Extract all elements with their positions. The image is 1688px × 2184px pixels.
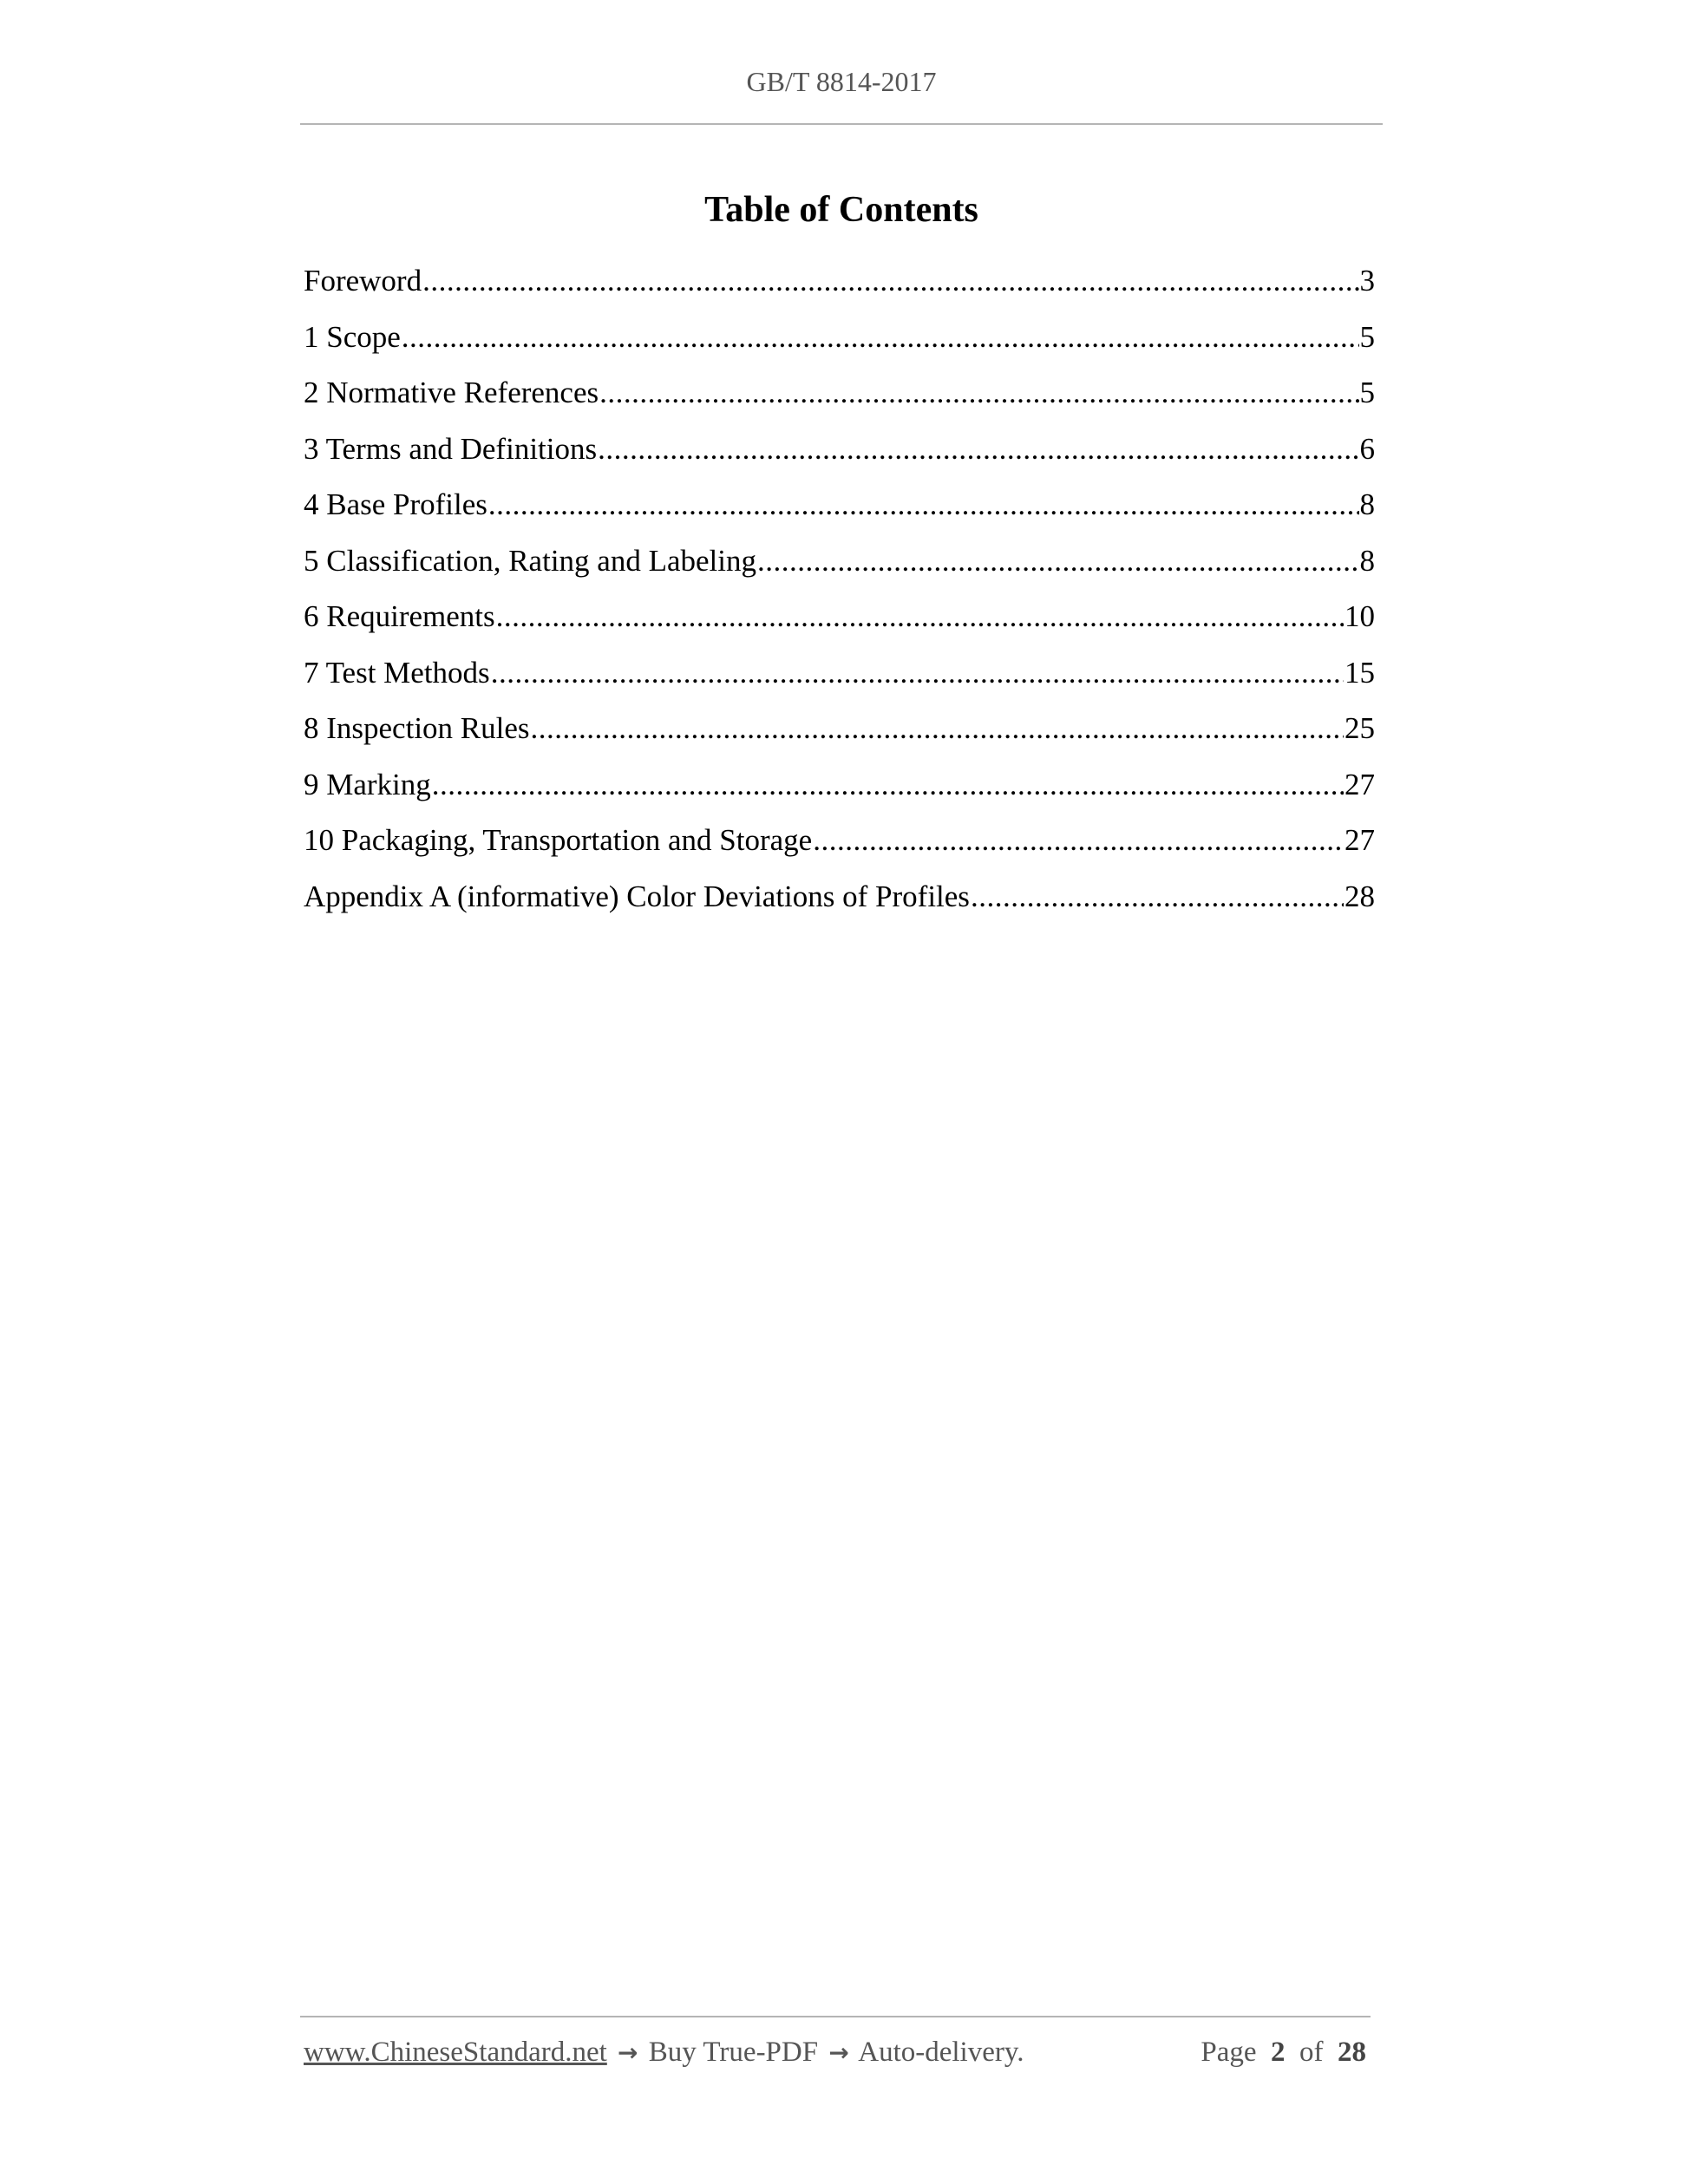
- footer-promo: [304, 2037, 1024, 2069]
- toc-entry-terms-definitions[interactable]: [304, 432, 1375, 488]
- toc-entry-label: Foreword: [304, 264, 422, 298]
- toc-entry-inspection-rules[interactable]: [304, 711, 1375, 768]
- toc-entry-page: 28: [1345, 879, 1375, 913]
- toc-list: [304, 264, 1375, 935]
- toc-entry-page: 6: [1359, 431, 1375, 466]
- toc-entry-label: 2 Normative References: [304, 376, 599, 409]
- arrow-right-icon: →: [618, 2038, 638, 2067]
- dot-leader: [599, 376, 1358, 410]
- dot-leader: [971, 879, 1344, 914]
- toc-entry-page: 15: [1345, 655, 1375, 690]
- toc-entry-page: 27: [1345, 767, 1375, 801]
- toc-entry-packaging[interactable]: [304, 823, 1375, 879]
- toc-entry-label: 5 Classification, Rating and Labeling: [304, 543, 756, 578]
- toc-entry-foreword[interactable]: [304, 264, 1375, 320]
- delivery-text: Auto-delivery.: [858, 2037, 1024, 2068]
- toc-entry-page: 8: [1359, 487, 1375, 521]
- total-pages: 28: [1338, 2037, 1366, 2068]
- toc-entry-page: 10: [1345, 599, 1375, 633]
- toc-entry-page: 5: [1359, 376, 1375, 409]
- footer-divider: [300, 2016, 1371, 2017]
- toc-entry-base-profiles[interactable]: [304, 487, 1375, 544]
- current-page: 2: [1271, 2037, 1286, 2068]
- toc-entry-appendix-a[interactable]: [304, 879, 1375, 936]
- toc-title: Table of Contents: [704, 190, 978, 230]
- page-of: of: [1299, 2037, 1324, 2068]
- toc-entry-page: 27: [1345, 823, 1375, 857]
- page-prefix: Page: [1201, 2037, 1257, 2068]
- dot-leader: [598, 432, 1358, 467]
- dot-leader: [813, 823, 1344, 858]
- dot-leader: [402, 320, 1359, 355]
- site-link[interactable]: www.ChineseStandard.net: [304, 2037, 607, 2068]
- toc-entry-classification[interactable]: [304, 544, 1375, 600]
- toc-entry-label: 9 Marking: [304, 767, 431, 801]
- dot-leader: [757, 544, 1359, 579]
- toc-entry-label: Appendix A (informative) Color Deviations of Profiles: [304, 879, 970, 913]
- dot-leader: [432, 768, 1344, 802]
- running-header: GB/T 8814-2017: [746, 66, 937, 97]
- toc-entry-marking[interactable]: [304, 768, 1375, 824]
- dot-leader: [496, 599, 1344, 634]
- toc-entry-requirements[interactable]: [304, 599, 1375, 656]
- toc-entry-label: 3 Terms and Definitions: [304, 431, 598, 466]
- dot-leader: [488, 487, 1359, 522]
- toc-entry-page: 25: [1345, 711, 1375, 745]
- dot-leader: [531, 711, 1344, 746]
- toc-entry-page: 5: [1359, 319, 1375, 354]
- toc-entry-page: 3: [1359, 264, 1375, 298]
- toc-entry-page: 8: [1359, 543, 1375, 578]
- toc-entry-label: 8 Inspection Rules: [304, 711, 530, 745]
- toc-entry-normative-references[interactable]: [304, 376, 1375, 432]
- toc-entry-label: 6 Requirements: [304, 599, 495, 633]
- dot-leader: [491, 656, 1344, 690]
- toc-entry-label: 1 Scope: [304, 319, 401, 354]
- buy-text: Buy True-PDF: [648, 2037, 819, 2068]
- header-divider: [300, 123, 1383, 125]
- toc-entry-test-methods[interactable]: [304, 656, 1375, 712]
- toc-entry-label: 10 Packaging, Transportation and Storage: [304, 823, 813, 857]
- arrow-right-icon: →: [828, 2038, 849, 2067]
- toc-entry-label: 4 Base Profiles: [304, 487, 487, 521]
- page-number: [1201, 2037, 1366, 2069]
- toc-entry-scope[interactable]: [304, 320, 1375, 376]
- toc-entry-label: 7 Test Methods: [304, 655, 490, 690]
- dot-leader: [422, 264, 1358, 298]
